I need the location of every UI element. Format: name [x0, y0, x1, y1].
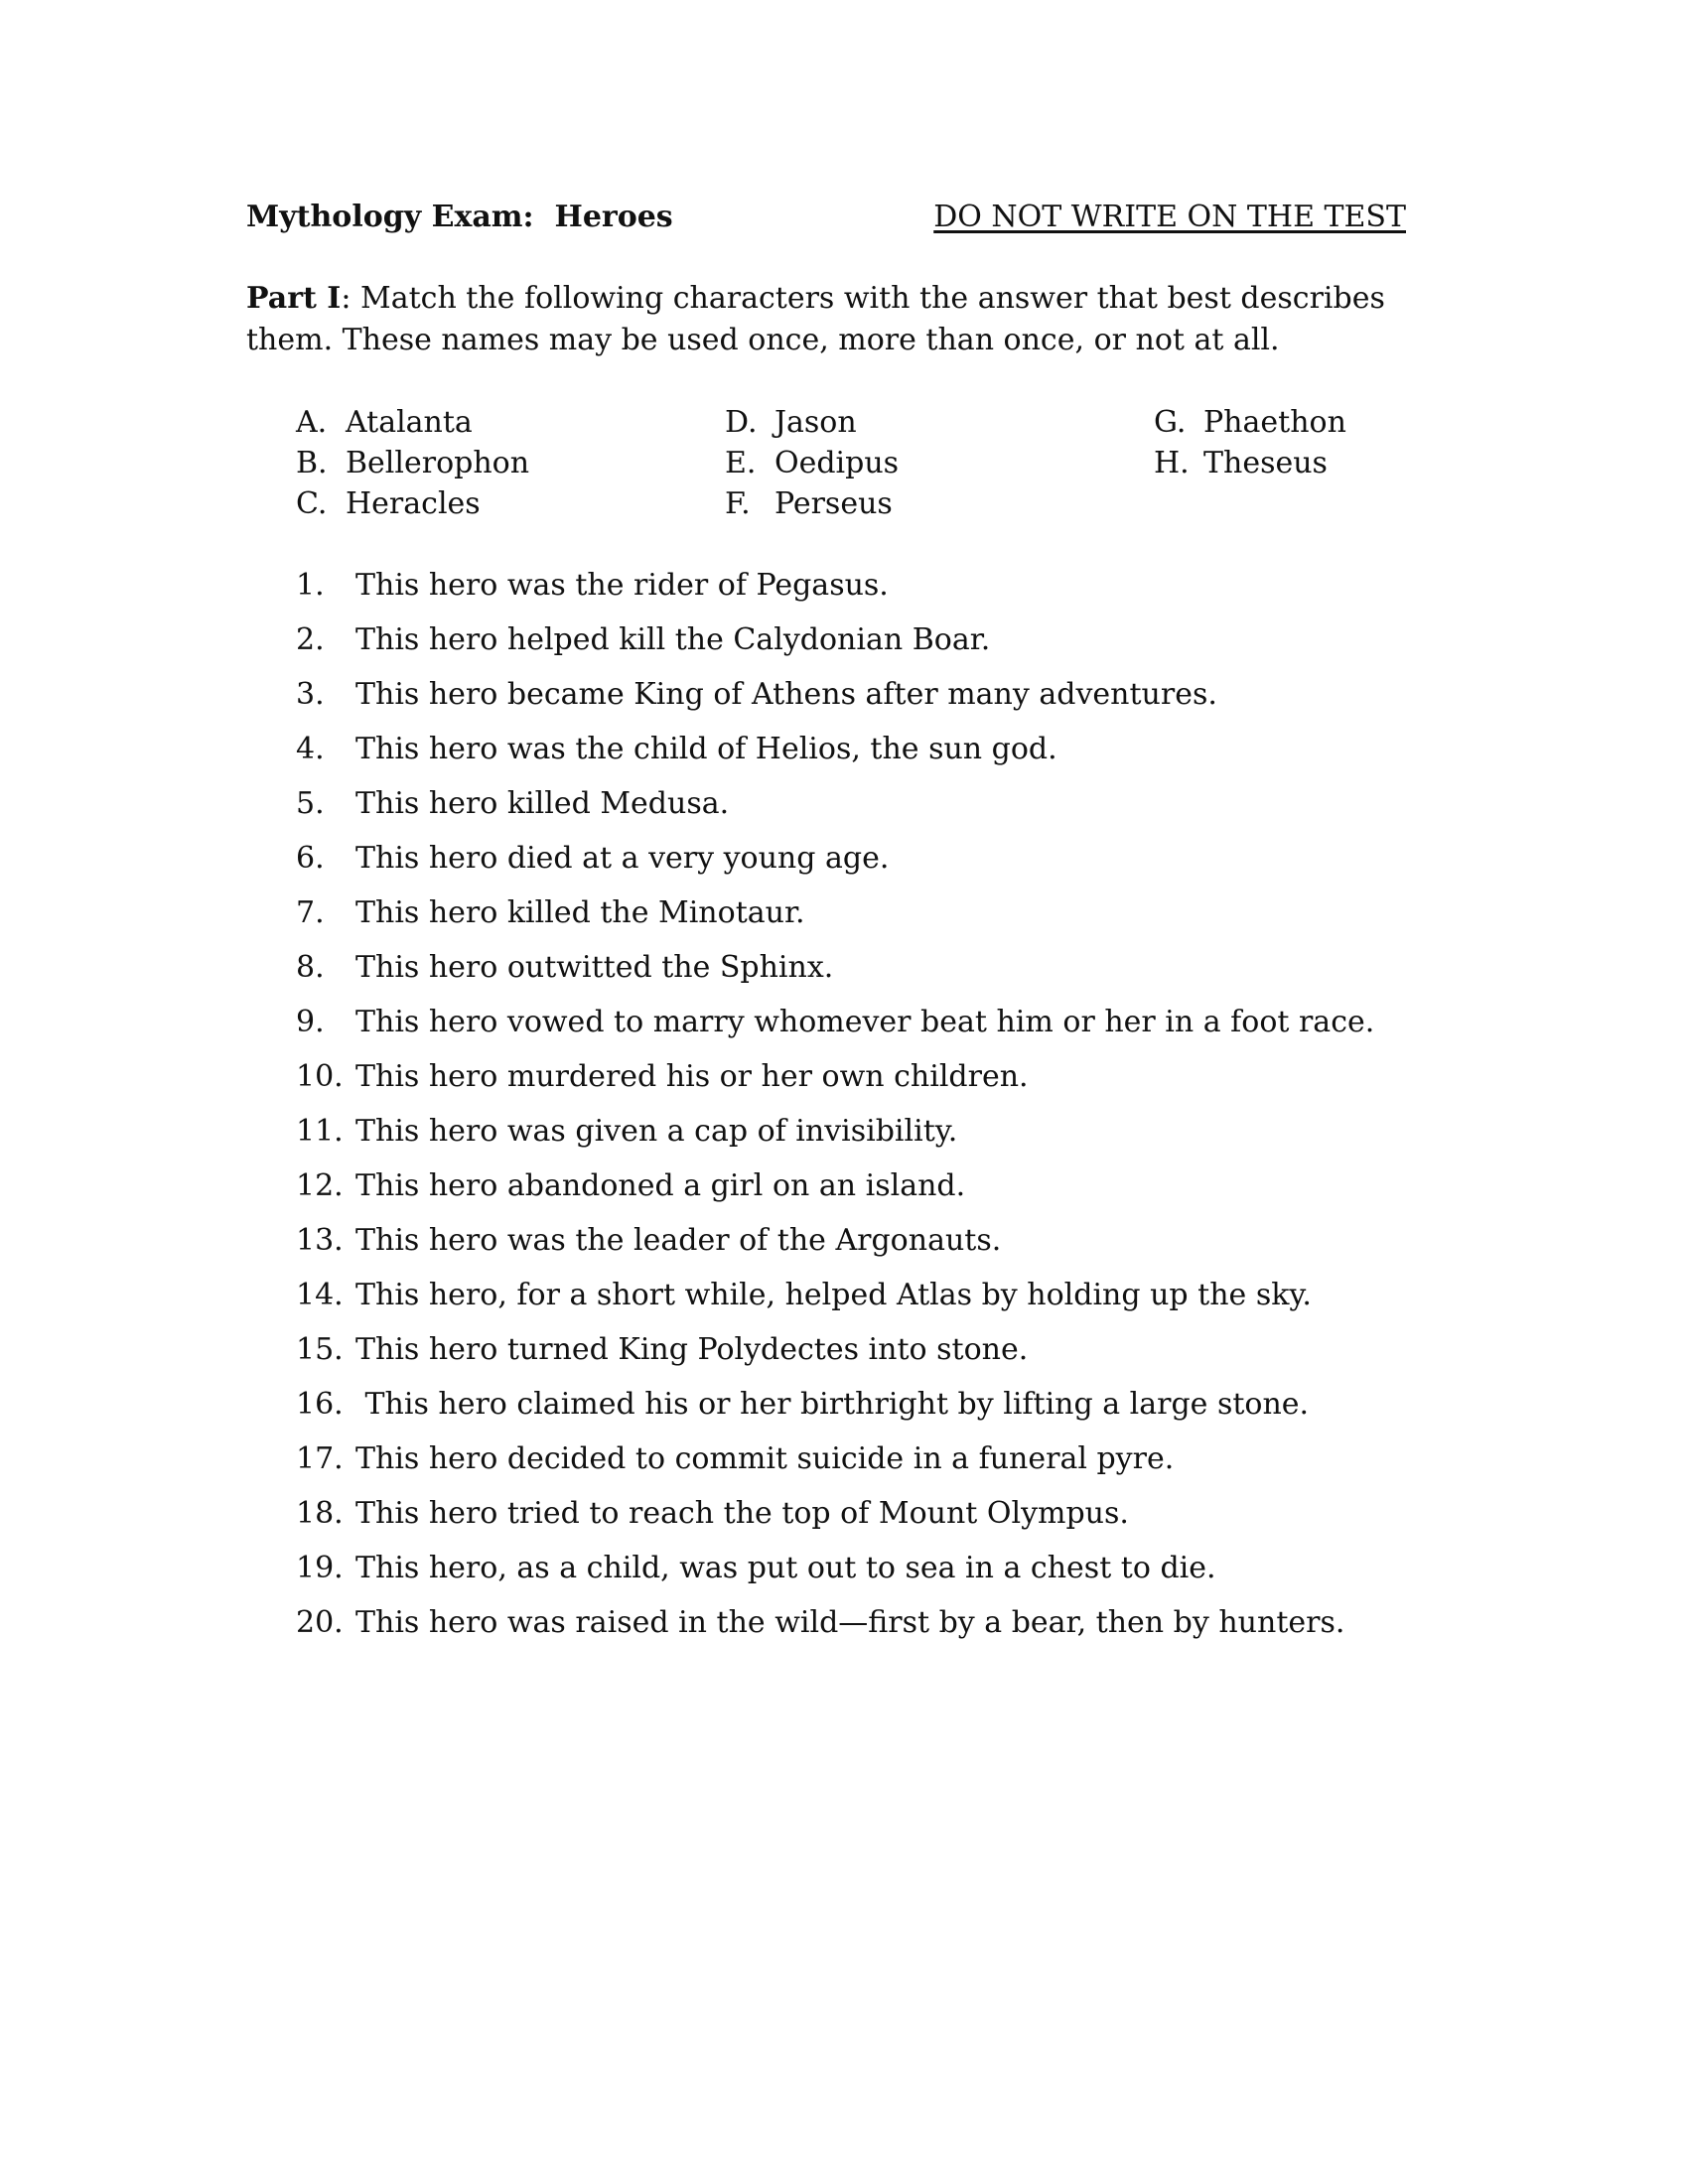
do-not-write-warning: DO NOT WRITE ON THE TEST	[933, 200, 1406, 234]
choice-name: Oedipus	[774, 446, 900, 480]
question-item	[296, 782, 1388, 837]
question-item	[296, 1492, 1388, 1547]
question-number: 11.	[296, 1114, 344, 1149]
question-text: This hero outwitted the Sphinx.	[355, 950, 834, 985]
question-item	[296, 1001, 1388, 1055]
part-label: Part I	[246, 281, 342, 316]
choice-name: Heracles	[346, 486, 481, 521]
question-text: This hero died at a very young age.	[355, 841, 890, 876]
question-number: 18.	[296, 1496, 344, 1531]
question-item	[296, 728, 1388, 782]
question-text: This hero was raised in the wild—first by a bear, then by hunters.	[355, 1605, 1345, 1640]
choice-e	[725, 443, 899, 483]
question-text: This hero, as a child, was put out to sea in a chest to die.	[355, 1551, 1216, 1585]
choice-letter: C.	[296, 486, 328, 521]
question-text: This hero claimed his or her birthright by lifting a large stone.	[355, 1387, 1310, 1422]
question-number: 15.	[296, 1332, 344, 1367]
question-item	[296, 1383, 1388, 1437]
choice-g	[1154, 402, 1346, 443]
question-number: 1.	[296, 568, 325, 603]
question-item	[296, 1437, 1388, 1492]
question-item	[296, 837, 1388, 891]
choice-name: Bellerophon	[346, 446, 530, 480]
question-text: This hero vowed to marry whomever beat him or her in a foot race.	[355, 1005, 1375, 1039]
question-number: 3.	[296, 677, 325, 712]
question-item	[296, 891, 1388, 946]
choice-name: Atalanta	[346, 405, 473, 440]
exam-title: Mythology Exam: Heroes	[246, 200, 673, 234]
choice-letter: D.	[725, 405, 758, 440]
question-item	[296, 1601, 1388, 1656]
choice-a	[296, 402, 473, 443]
question-item	[296, 1055, 1388, 1110]
question-number: 9.	[296, 1005, 325, 1039]
question-number: 7.	[296, 895, 325, 930]
choice-letter: B.	[296, 446, 328, 480]
question-text: This hero was the child of Helios, the sun god.	[355, 732, 1057, 766]
choice-name: Perseus	[774, 486, 893, 521]
choice-f	[725, 483, 893, 524]
question-text: This hero turned King Polydectes into stone.	[355, 1332, 1029, 1367]
question-text: This hero was the rider of Pegasus.	[355, 568, 889, 603]
question-item	[296, 1110, 1388, 1164]
choice-letter: H.	[1154, 446, 1190, 480]
question-item	[296, 618, 1388, 673]
question-number: 16.	[296, 1387, 344, 1422]
choice-b	[296, 443, 529, 483]
choice-letter: E.	[725, 446, 757, 480]
question-text: This hero murdered his or her own children.	[355, 1059, 1029, 1094]
question-number: 4.	[296, 732, 325, 766]
question-number: 13.	[296, 1223, 344, 1258]
question-number: 12.	[296, 1168, 344, 1203]
question-list	[296, 564, 1388, 1656]
question-number: 10.	[296, 1059, 344, 1094]
question-text: This hero killed the Minotaur.	[355, 895, 805, 930]
question-number: 2.	[296, 622, 325, 657]
choice-h	[1154, 443, 1328, 483]
question-number: 5.	[296, 786, 325, 821]
question-item	[296, 1547, 1388, 1601]
choice-name: Phaethon	[1203, 405, 1346, 440]
part-one-instructions	[246, 278, 1438, 361]
question-text: This hero killed Medusa.	[355, 786, 730, 821]
question-item	[296, 1328, 1388, 1383]
choice-name: Jason	[774, 405, 857, 440]
question-text: This hero became King of Athens after many adventures.	[355, 677, 1217, 712]
question-number: 8.	[296, 950, 325, 985]
question-text: This hero, for a short while, helped Atlas by holding up the sky.	[355, 1278, 1312, 1312]
instructions-text: : Match the following characters with the answer that best describes them. These names may be used once, more than once, or not at all.	[246, 281, 1385, 357]
question-text: This hero tried to reach the top of Mount Olympus.	[355, 1496, 1129, 1531]
question-number: 19.	[296, 1551, 344, 1585]
question-item	[296, 946, 1388, 1001]
question-item	[296, 1219, 1388, 1274]
question-number: 14.	[296, 1278, 344, 1312]
question-text: This hero decided to commit suicide in a funeral pyre.	[355, 1441, 1175, 1476]
answer-choices	[296, 402, 1388, 531]
choice-letter: G.	[1154, 405, 1187, 440]
choice-d	[725, 402, 857, 443]
question-item	[296, 564, 1388, 618]
question-number: 17.	[296, 1441, 344, 1476]
question-item	[296, 1274, 1388, 1328]
choice-letter: A.	[296, 405, 328, 440]
question-text: This hero abandoned a girl on an island.	[355, 1168, 966, 1203]
question-item	[296, 1164, 1388, 1219]
choice-letter: F.	[725, 486, 751, 521]
choice-name: Theseus	[1203, 446, 1328, 480]
choice-c	[296, 483, 481, 524]
question-item	[296, 673, 1388, 728]
exam-header	[246, 195, 1406, 240]
question-number: 20.	[296, 1605, 344, 1640]
question-text: This hero was the leader of the Argonauts.	[355, 1223, 1002, 1258]
question-text: This hero was given a cap of invisibility.	[355, 1114, 958, 1149]
question-text: This hero helped kill the Calydonian Boar.	[355, 622, 991, 657]
question-number: 6.	[296, 841, 325, 876]
